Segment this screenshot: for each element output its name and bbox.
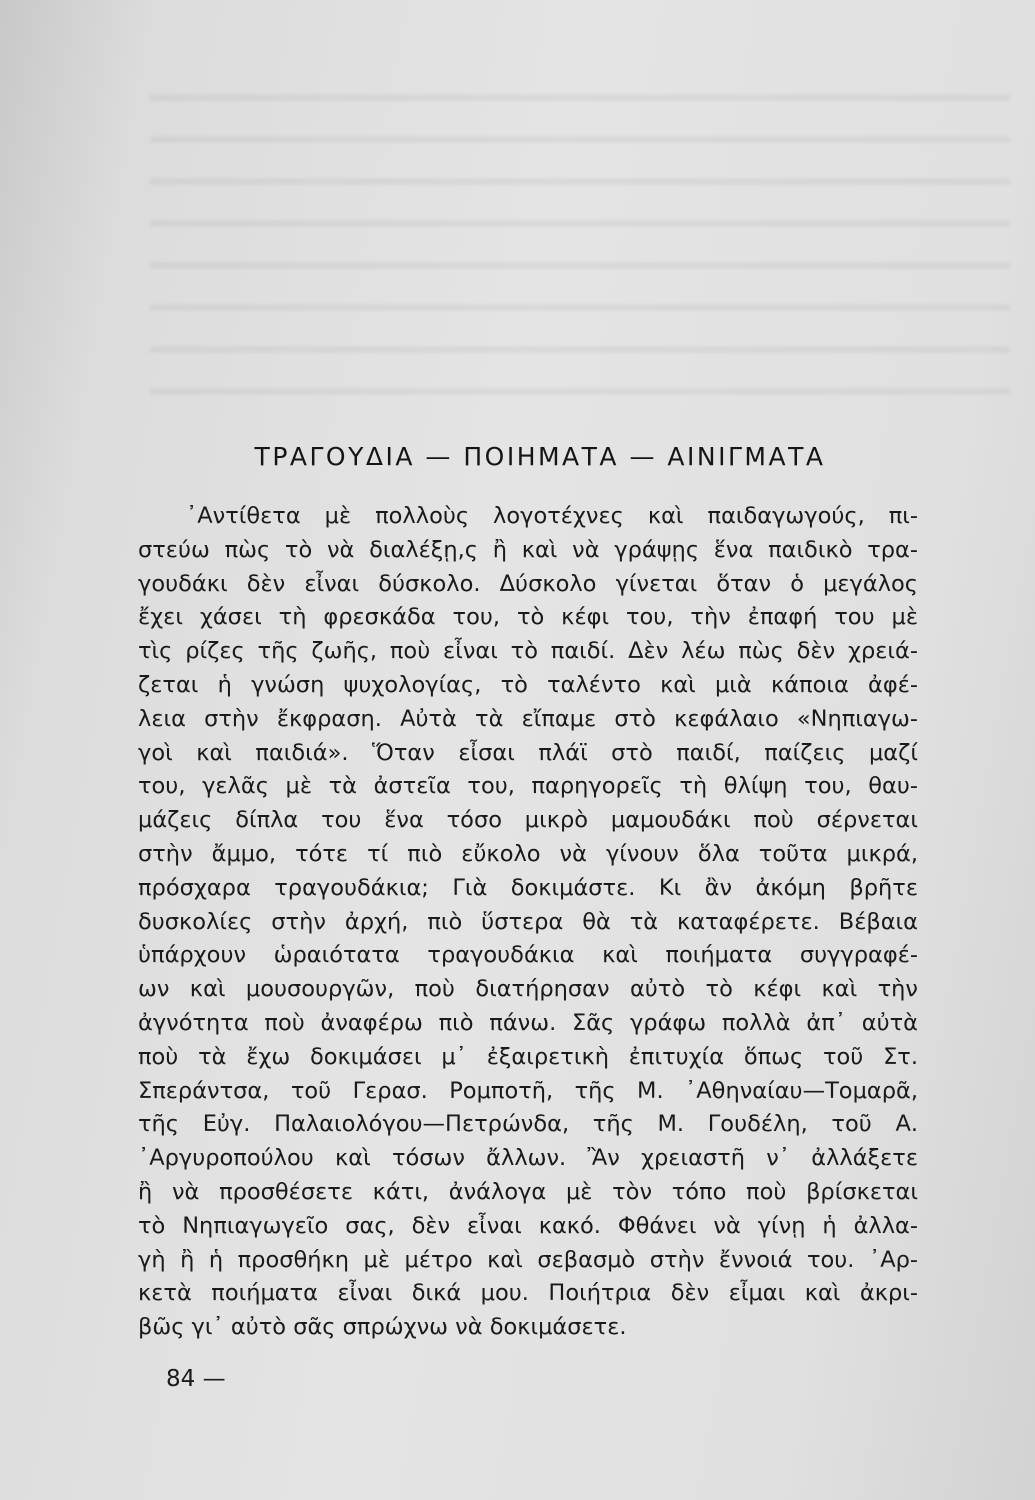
text-line: στεύω πὼς τὸ νὰ διαλέξῃ,ς ἢ καὶ νὰ γράψῃς ἕνα παιδικὸ τρα- bbox=[138, 536, 918, 563]
text-line: δυσκολίες στὴν ἀρχή, πιὸ ὕστερα θὰ τὰ καταφέρετε. Βέβαια bbox=[138, 908, 918, 935]
text-line: ᾿Αντίθετα μὲ πολλοὺς λογοτέχνες καὶ παιδαγωγούς, πι- bbox=[186, 503, 918, 529]
text-line: ἔχει χάσει τὴ φρεσκάδα του, τὸ κέφι του, τὴν ἐπαφή του μὲ bbox=[138, 604, 918, 631]
text-line: ὑπάρχουν ὡραιότατα τραγουδάκια καὶ ποιήματα συγγραφέ- bbox=[138, 942, 918, 969]
text-line: ων καὶ μουσουργῶν, ποὺ διατήρησαν αὐτὸ τὸ κέφι καὶ τὴν bbox=[138, 976, 918, 1003]
text-line: γουδάκι δὲν εἶναι δύσκολο. Δύσκολο γίνεται ὅταν ὁ μεγάλος bbox=[138, 570, 918, 597]
show-through-text bbox=[150, 70, 1010, 410]
section-heading: ΤΡΑΓΟΥΔΙΑ — ΠΟΙΗΜΑΤΑ — ΑΙΝΙΓΜΑΤΑ bbox=[254, 442, 826, 471]
text-line: κετὰ ποιήματα εἶναι δικά μου. Ποιήτρια δὲν εἶμαι καὶ ἀκρι- bbox=[138, 1280, 918, 1307]
body-paragraph bbox=[138, 500, 918, 1345]
text-line: τῆς Εὐγ. Παλαιολόγου—Πετρώνδα, τῆς Μ. Γουδέλη, τοῦ Α. bbox=[138, 1111, 918, 1138]
text-line: μάζεις δίπλα του ἕνα τόσο μικρὸ μαμουδάκι ποὺ σέρνεται bbox=[138, 807, 918, 834]
text-line: ἀγνότητα ποὺ ἀναφέρω πιὸ πάνω. Σᾶς γράφω πολλὰ ἀπ᾿ αὐτὰ bbox=[138, 1009, 918, 1036]
page-number: 84 — bbox=[166, 1366, 226, 1392]
text-line: τὶς ρίζες τῆς ζωῆς, ποὺ εἶναι τὸ παιδί. Δὲν λέω πὼς δὲν χρειά- bbox=[138, 638, 918, 665]
text-line: βῶς γι᾿ αὐτὸ σᾶς σπρώχνω νὰ δοκιμάσετε. bbox=[138, 1314, 627, 1341]
text-line: γὴ ἢ ἡ προσθήκη μὲ μέτρο καὶ σεβασμὸ στὴν ἔννοιά του. ᾿Αρ- bbox=[138, 1246, 918, 1273]
text-line: ποὺ τὰ ἔχω δοκιμάσει μ᾿ ἐξαιρετικὴ ἐπιτυχία ὅπως τοῦ Στ. bbox=[138, 1043, 918, 1070]
text-line: τὸ Νηπιαγωγεῖο σας, δὲν εἶναι κακό. Φθάνει νὰ γίνῃ ἡ ἀλλα- bbox=[138, 1212, 918, 1239]
text-line: Σπεράντσα, τοῦ Γερασ. Ρομποτῆ, τῆς Μ. ᾿Αθηναίαυ—Τομαρᾶ, bbox=[138, 1077, 918, 1104]
text-line: ᾿Αργυροπούλου καὶ τόσων ἄλλων. Ἂν χρειαστῆ ν᾿ ἀλλάξετε bbox=[138, 1145, 918, 1172]
text-line: στὴν ἄμμο, τότε τί πιὸ εὔκολο νὰ γίνουν ὅλα τοῦτα μικρά, bbox=[138, 840, 918, 867]
text-line: ζεται ἡ γνώση ψυχολογίας, τὸ ταλέντο καὶ μιὰ κάποια ἀφέ- bbox=[138, 671, 918, 698]
text-line: πρόσχαρα τραγουδάκια; Γιὰ δοκιμάστε. Κι ἂν ἀκόμη βρῆτε bbox=[138, 874, 918, 901]
text-line: λεια στὴν ἔκφραση. Αὐτὰ τὰ εἴπαμε στὸ κεφάλαιο «Νηπιαγω- bbox=[138, 705, 918, 732]
text-line: γοὶ καὶ παιδιά». Ὅταν εἶσαι πλάϊ στὸ παιδί, παίζεις μαζί bbox=[138, 739, 918, 766]
text-line: του, γελᾶς μὲ τὰ ἀστεῖα του, παρηγορεῖς τὴ θλίψη του, θαυ- bbox=[138, 773, 918, 800]
text-line: ἢ νὰ προσθέσετε κάτι, ἀνάλογα μὲ τὸν τόπο ποὺ βρίσκεται bbox=[138, 1178, 918, 1205]
